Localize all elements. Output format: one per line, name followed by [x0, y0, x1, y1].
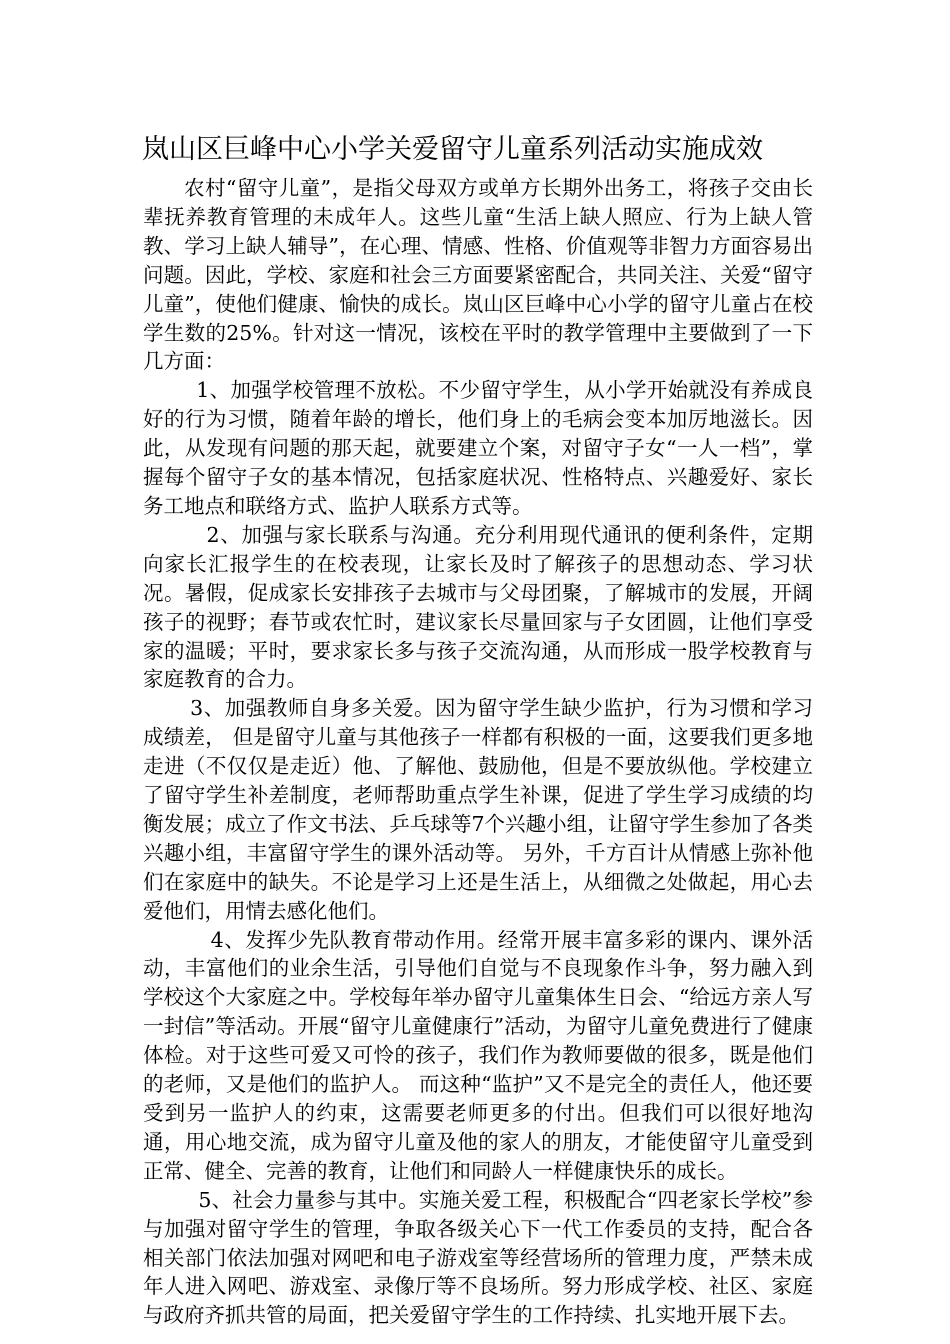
document-body	[143, 174, 813, 1330]
paragraph-section-3: 3、加强教师自身多关爱。因为留守学生缺少监护，行为习惯和学习成绩差， 但是留守儿童与其他孩子一样都有积极的一面，这要我们更多地走进（不仅仅是走近）他、了解他、鼓励他，但是不要放纵他。学校建立了留守学生补差制度，老师帮助重点学生补课，促进了学生学习成绩的均衡发展；成立了作文书法、乒乓球等7个兴趣小组，让留守学生参加了各类兴趣小组，丰富留守学生的课外活动等。 另外，千方百计从情感上弥补他们在家庭中的缺失。不论是学习上还是生活上，从细微之处做起，用心去爱他们，用情去感化他们。	[143, 696, 813, 923]
paragraph-section-4: 4、发挥少先队教育带动作用。经常开展丰富多彩的课内、课外活动，丰富他们的业余生活，引导他们自觉与不良现象作斗争，努力融入到学校这个大家庭之中。学校每年举办留守儿童集体生日会、“给远方亲人写一封信”等活动。开展“留守儿童健康行”活动，为留守儿童免费进行了健康体检。对于这些可爱又可怜的孩子，我们作为教师要做的很多，既是他们的老师，又是他们的监护人。 而这种“监护”又不是完全的责任人，他还要受到另一监护人的约束，这需要老师更多的付出。但我们可以很好地沟通，用心地交流，成为留守儿童及他的家人的朋友，才能使留守儿童受到正常、健全、完善的教育，让他们和同龄人一样健康快乐的成长。	[143, 927, 813, 1183]
paragraph-section-5: 5、社会力量参与其中。实施关爱工程，积极配合“四老家长学校”参与加强对留守学生的管理，争取各级关心下一代工作委员的支持，配合各相关部门依法加强对网吧和电子游戏室等经营场所的管理力度，严禁未成年人进入网吧、游戏室、录像厅等不良场所。努力形成学校、社区、家庭与政府齐抓共管的局面，把关爱留守学生的工作持续、扎实地开展下去。	[143, 1187, 813, 1328]
document-title: 岚山区巨峰中心小学关爱留守儿童系列活动实施成效	[142, 134, 763, 165]
paragraph-intro: 农村“留守儿童”，是指父母双方或单方长期外出务工，将孩子交由长辈抚养教育管理的未成年人。这些儿童“生活上缺人照应、行为上缺人管教、学习上缺人辅导”，在心理、情感、性格、价值观等非智力方面容易出问题。因此，学校、家庭和社会三方面要紧密配合，共同关注、关爱“留守儿童”，使他们健康、愉快的成长。岚山区巨峰中心小学的留守儿童占在校学生数的25%。针对这一情况，该校在平时的教学管理中主要做到了一下几方面：	[143, 176, 813, 374]
paragraph-section-2: 2、加强与家长联系与沟通。充分利用现代通讯的便利条件，定期向家长汇报学生的在校表现，让家长及时了解孩子的思想动态、学习状况。暑假，促成家长安排孩子去城市与父母团聚，了解城市的发展，开阔孩子的视野；春节或农忙时，建议家长尽量回家与子女团圆，让他们享受家的温暖；平时，要求家长多与孩子交流沟通，从而形成一股学校教育与家庭教育的合力。	[143, 522, 813, 692]
paragraph-section-1: 1、加强学校管理不放松。不少留守学生，从小学开始就没有养成良好的行为习惯，随着年龄的增长，他们身上的毛病会变本加厉地滋长。因此，从发现有问题的那天起，就要建立个案，对留守子女“一人一档”，掌握每个留守子女的基本情况，包括家庭状况、性格特点、兴趣爱好、家长务工地点和联络方式、监护人联系方式等。	[143, 378, 813, 518]
